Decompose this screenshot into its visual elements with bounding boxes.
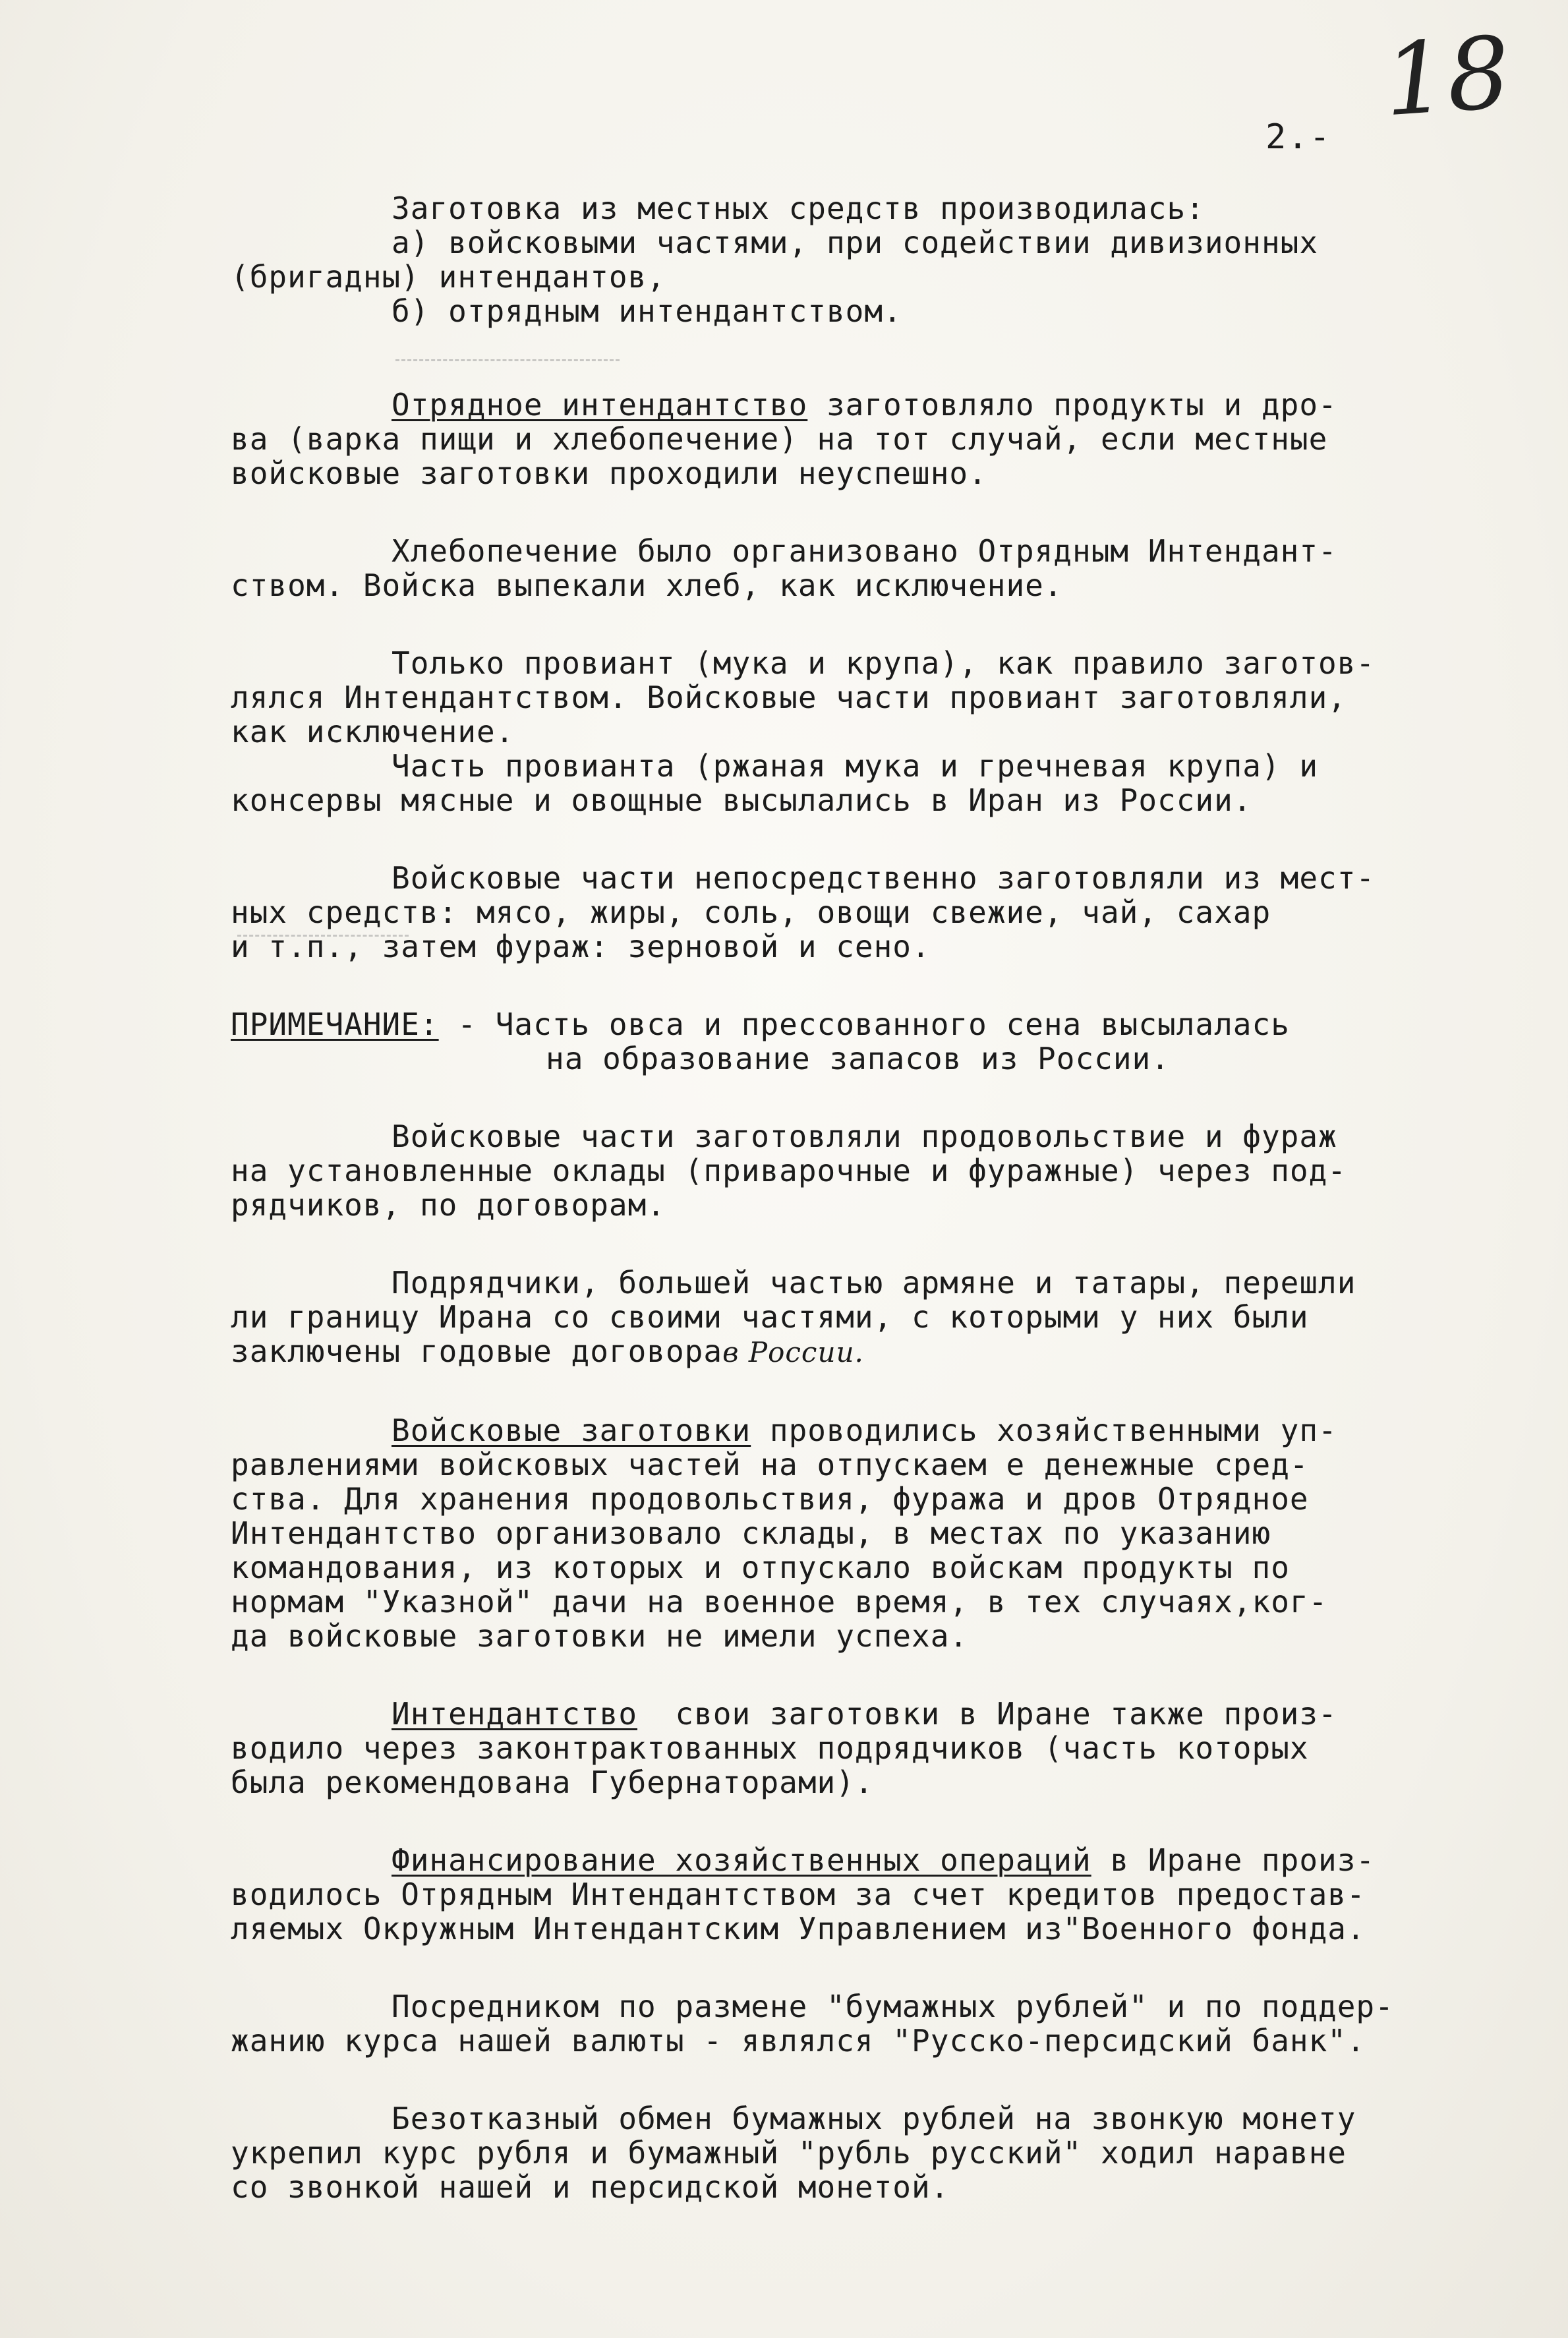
text-line: водилось Отрядным Интендантством за счет кредитов предостав- (231, 1877, 1366, 1912)
text-line: ли границу Ирана со своими частями, с которыми у них были (231, 1299, 1309, 1335)
text-line: да войсковые заготовки не имели успеха. (231, 1618, 969, 1654)
paragraph-financing (231, 1843, 1549, 1946)
underlined-term: Войсковые заготовки (392, 1413, 751, 1448)
text-line: ляемых Окружным Интендантским Управлением из"Военного фонда. (231, 1911, 1366, 1946)
text-line: на образование запасов из России. (546, 1041, 1170, 1076)
text-line: Интендантство организовало склады, в местах по указанию (231, 1515, 1271, 1551)
paragraph-detachment-intendancy (231, 388, 1549, 490)
text-line: Посредником по размене "бумажных рублей" и по поддер- (392, 1989, 1394, 2024)
text-line: лялся Интендантством. Войсковые части провиант заготовляли, (231, 680, 1347, 715)
archive-page-number: 18 (1380, 15, 1514, 139)
text-line: рядчиков, по договорам. (231, 1187, 666, 1223)
paragraph-local-procurement (231, 861, 1549, 964)
text-line: ва (варка пищи и хлебопечение) на тот случай, если местные (231, 421, 1328, 457)
text-line: нормам "Указной" дачи на военное время, в тех случаях,ког- (231, 1584, 1328, 1620)
text-line: Войсковые части непосредственно заготовляли из мест- (392, 860, 1376, 896)
text-line (231, 1697, 1549, 1731)
text-line (231, 388, 1549, 422)
paragraph-exchange-bank (231, 1989, 1549, 2058)
paragraph-ruble-rate (231, 2101, 1549, 2204)
paragraph-bread-baking (231, 534, 1549, 602)
text-line: Только провиант (мука и крупа), как правило заготов- (392, 645, 1376, 681)
text-line: Заготовка из местных средств производилась: (392, 190, 1205, 226)
underlined-term: Финансирование хозяйственных операций (392, 1842, 1091, 1878)
page-number: 2.- (1265, 117, 1331, 157)
text-line: как исключение. (231, 714, 515, 749)
text-line (231, 1007, 1549, 1041)
text-line: водило через законтрактованных подрядчиков (часть которых (231, 1730, 1309, 1766)
text-fragment: проводились хозяйственными уп- (751, 1413, 1337, 1448)
text-line: жанию курса нашей валюты - являлся "Русско-персидский банк". (231, 2023, 1366, 2059)
underlined-term: Интендантство (392, 1696, 638, 1732)
underlined-term: Отрядное интендантство (392, 387, 808, 423)
paragraph-provisions (231, 646, 1549, 817)
text-line: а) войсковыми частями, при содействии дивизионных (392, 225, 1319, 260)
text-line: командования, из которых и отпускало войскам продукты по (231, 1550, 1290, 1585)
paragraph-rations (231, 1119, 1549, 1222)
text-line (231, 1843, 1549, 1877)
text-line: ных средств: мясо, жиры, соль, овощи свежие, чай, сахар (231, 894, 1271, 930)
text-line: Часть провианта (ржаная мука и гречневая крупа) и (392, 748, 1319, 784)
text-line: ством. Войска выпекали хлеб, как исключение. (231, 568, 1063, 603)
handwritten-insertion: в России. (722, 1336, 864, 1368)
text-line: со звонкой нашей и персидской монетой. (231, 2169, 950, 2205)
text-line: консервы мясные и овощные высылались в Иран из России. (231, 782, 1252, 818)
text-fragment: заготовляло продукты и дро- (807, 387, 1337, 423)
paragraph-note (231, 1007, 1549, 1076)
text-line: равлениями войсковых частей на отпускаем е денежные сред- (231, 1447, 1309, 1482)
text-line: укрепил курс рубля и бумажный "рубль русский" ходил наравне (231, 2135, 1347, 2171)
text-line: б) отрядным интендантством. (392, 293, 902, 329)
paragraph-intendancy-iran (231, 1697, 1549, 1799)
text-fragment: в Иране произ- (1091, 1842, 1376, 1878)
text-fragment: - Часть овса и прессованного сена высылалась (438, 1007, 1290, 1042)
text-fragment: свои заготовки в Иране также произ- (637, 1696, 1337, 1732)
text-line: Войсковые части заготовляли продовольствие и фураж (392, 1119, 1337, 1154)
text-line: (бригадны) интендантов, (231, 259, 666, 295)
text-line: войсковые заготовки проходили неуспешно. (231, 455, 987, 491)
paragraph-procurement-sources (231, 191, 1549, 328)
document-body (231, 191, 1549, 2248)
paragraph-contractors (231, 1266, 1549, 1370)
text-line: и т.п., затем фураж: зерновой и сено. (231, 929, 931, 964)
text-fragment: заключены годовые договора (231, 1333, 723, 1369)
text-line: Хлебопечение было организовано Отрядным Интендант- (392, 533, 1337, 569)
text-line: Подрядчики, большей частью армяне и татары, перешли (392, 1265, 1356, 1301)
text-line: ства. Для хранения продовольствия, фуража и дров Отрядное (231, 1481, 1309, 1517)
note-label: ПРИМЕЧАНИЕ: (231, 1007, 439, 1042)
text-line: была рекомендована Губернаторами). (231, 1765, 874, 1800)
paragraph-troop-procurement (231, 1413, 1549, 1653)
text-line: Безотказный обмен бумажных рублей на звонкую монету (392, 2101, 1356, 2136)
text-line: на установленные оклады (приварочные и фуражные) через под- (231, 1153, 1347, 1188)
text-line (231, 1334, 1549, 1370)
text-line (231, 1413, 1549, 1447)
